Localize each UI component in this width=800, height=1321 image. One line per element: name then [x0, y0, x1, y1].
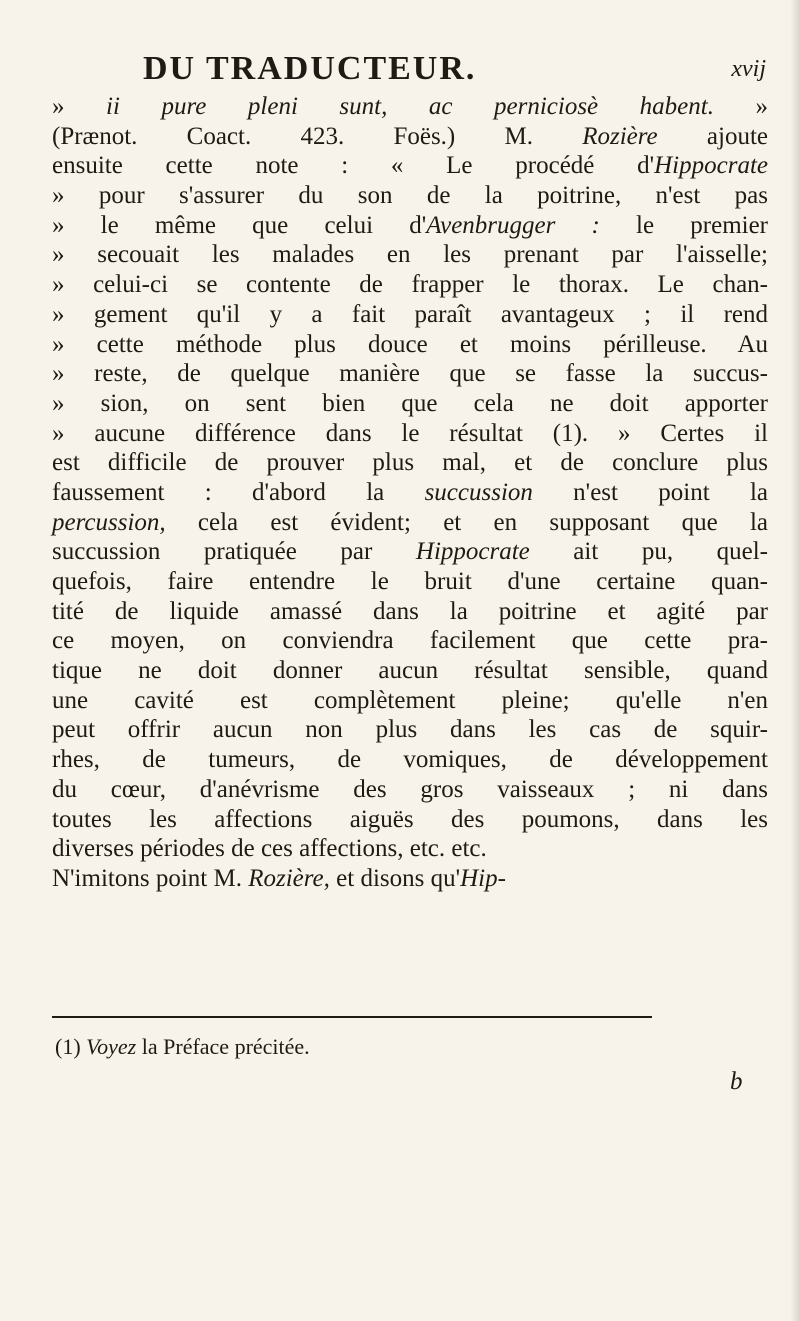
text-line	[52, 715, 768, 745]
text-line	[52, 419, 768, 449]
text-segment: » le même que celui d'	[52, 211, 427, 239]
italic-text-segment: Rozière	[582, 122, 658, 150]
text-segment: ensuite cette note : « Le procédé d'	[52, 152, 655, 180]
text-segment: » gement qu'il y a fait paraît avantageux ; il rend	[52, 300, 768, 328]
italic-text-segment: Hippocrate	[654, 152, 768, 180]
italic-text-segment: percussion,	[52, 508, 166, 536]
text-segment: succussion pratiquée par	[52, 538, 416, 566]
text-segment: peut offrir aucun non plus dans les cas de squir-	[52, 716, 768, 744]
text-segment: toutes les affections aiguës des poumons, dans les	[52, 805, 768, 833]
text-line	[52, 181, 768, 211]
italic-text-segment: ii pure pleni sunt, ac perniciosè habent.	[106, 93, 714, 120]
text-segment: cela est évident; et en supposant que la	[165, 508, 768, 536]
text-line	[52, 805, 768, 835]
text-line	[52, 686, 768, 716]
text-line	[52, 359, 768, 389]
text-line	[52, 567, 768, 597]
text-line	[52, 240, 768, 270]
text-line	[52, 626, 768, 656]
text-line	[52, 597, 768, 627]
text-segment: et disons qu'	[329, 864, 461, 892]
text-line	[52, 300, 768, 330]
text-segment: tité de liquide amassé dans la poitrine et agité par	[52, 597, 768, 625]
text-segment: ce moyen, on conviendra facilement que cette pra-	[52, 627, 768, 655]
text-segment: ait pu, quel-	[529, 538, 768, 566]
text-segment: »	[52, 93, 107, 120]
text-line	[52, 745, 768, 775]
text-line	[52, 92, 768, 122]
footnote-rule	[52, 1016, 652, 1018]
footnote-lead: Voyez	[86, 1034, 137, 1059]
text-line	[52, 270, 768, 300]
text-segment: une cavité est complètement pleine; qu'elle n'en	[52, 686, 768, 714]
text-segment: n'est point la	[532, 478, 768, 506]
running-title: DU TRADUCTEUR.	[143, 50, 477, 87]
text-segment: ajoute	[657, 122, 768, 150]
text-segment: » celui-ci se contente de frapper le thorax. Le chan-	[52, 271, 768, 299]
footnote	[55, 1034, 310, 1060]
text-segment: » cette méthode plus douce et moins périlleuse. Au	[52, 330, 768, 358]
text-line	[52, 211, 768, 241]
text-segment: du cœur, d'anévrisme des gros vaisseaux ; ni dans	[52, 775, 768, 803]
body-text	[52, 92, 772, 894]
text-segment: quefois, faire entendre le bruit d'une certaine quan-	[52, 568, 768, 595]
italic-text-segment: succussion	[424, 478, 533, 506]
page-number: xvij	[731, 56, 766, 82]
text-line	[52, 834, 768, 864]
footnote-text: la Préface précitée.	[141, 1034, 310, 1059]
text-line	[52, 478, 768, 508]
page-edge-shadow	[790, 0, 800, 1321]
text-line	[52, 864, 768, 894]
text-segment: est difficile de prouver plus mal, et de conclure plus	[52, 449, 768, 477]
text-segment: N'imitons point M.	[52, 864, 249, 892]
text-segment: (Prænot. Coact. 423. Foës.) M.	[52, 122, 583, 150]
page-header	[53, 50, 774, 94]
text-segment: le premier	[599, 211, 769, 239]
text-line	[52, 656, 768, 686]
italic-text-segment: Hippocrate	[415, 538, 530, 566]
text-segment: » pour s'assurer du son de la poitrine, n'est pas	[52, 182, 768, 210]
text-segment: rhes, de tumeurs, de vomiques, de développement	[52, 746, 768, 774]
text-segment: faussement : d'abord la	[52, 478, 425, 506]
text-line	[52, 537, 768, 567]
text-segment: diverses périodes de ces affections, etc. etc.	[52, 835, 487, 863]
text-line	[52, 508, 768, 538]
text-segment: » aucune différence dans le résultat (1). » Certes il	[52, 419, 768, 447]
text-line	[52, 330, 768, 360]
italic-text-segment: Rozière,	[248, 864, 330, 892]
text-segment: » sion, on sent bien que cela ne doit apporter	[52, 389, 768, 417]
italic-text-segment: Avenbrugger :	[426, 211, 600, 239]
text-segment: » secouait les malades en les prenant par l'aisselle;	[52, 241, 768, 269]
text-segment: » reste, de quelque manière que se fasse la succus-	[52, 360, 768, 388]
text-line	[52, 775, 768, 805]
signature-mark: b	[730, 1068, 743, 1095]
text-segment: »	[713, 93, 769, 120]
text-segment: tique ne doit donner aucun résultat sensible, quand	[52, 657, 768, 685]
text-line	[52, 389, 768, 419]
italic-text-segment: Hip-	[460, 864, 506, 892]
text-line	[52, 122, 768, 152]
text-line	[52, 448, 768, 478]
text-line	[52, 151, 768, 181]
footnote-marker: (1)	[55, 1034, 81, 1059]
